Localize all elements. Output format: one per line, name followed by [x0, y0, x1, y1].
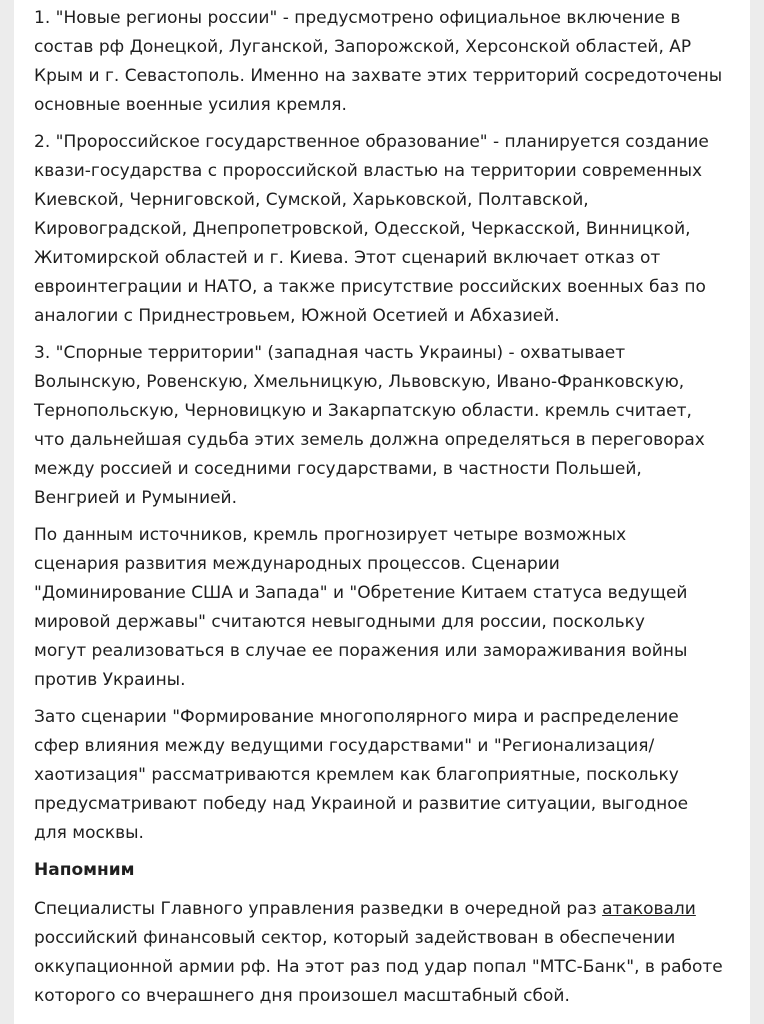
reminder-paragraph — [34, 895, 734, 1011]
paragraph-pro-russian-entity: 2. "Пророссийское государственное образование" - планируется создание квази-государства с пророссийской властью на территории современных Киевской, Черниговской, Сумской, Харьковской, Полтавской, Кировоградской, Днепропетровской, Одесской, Черкасской, Винницкой, Житомирской областей и г. Киева. Этот сценарий включает отказ от евроинтеграции и НАТО, а также присутствие российских военных баз по аналогии с Приднестровьем, Южной Осетией и Абхазией. — [34, 132, 709, 326]
paragraph-four-scenarios: По данным источников, кремль прогнозирует четыре возможных сценария развития международных процессов. Сценарии "Доминирование США и Запада" и "Обретение Китаем статуса ведущей мировой державы" считаются невыгодными для россии, поскольку могут реализоваться в случае ее поражения или замораживания войны против Украины. — [34, 525, 688, 690]
reminder-heading: Напомним — [34, 860, 135, 880]
left-page-margin — [0, 0, 14, 1024]
paragraph-favorable-scenarios: Зато сценарии "Формирование многополярного мира и распределение сфер влияния между ведущими государствами" и "Регионализация/ хаотизация" рассматриваются кремлем как благоприятные, поскольку предусматривают победу над Украиной и развитие ситуации, выгодное для москвы. — [34, 707, 689, 843]
paragraph-new-regions: 1. "Новые регионы россии" - предусмотрено официальное включение в состав рф Донецкой, Луганской, Запорожской, Херсонской областей, АР Крым и г. Севастополь. Именно на захвате этих территорий сосредоточены основные военные усилия кремля. — [34, 8, 723, 115]
paragraph-disputed-territories: 3. "Спорные территории" (западная часть Украины) - охватывает Волынскую, Ровенскую, Хмельницкую, Львовскую, Ивано-Франковскую, Тернопольскую, Черновицкую и Закарпатскую области. кремль считает, что дальнейшая судьба этих земель должна определяться в переговорах между россией и соседними государствами, в частности Польшей, Венгрией и Румынией. — [34, 343, 705, 508]
reminder-text-before-link: Специалисты Главного управления разведки в очередной раз — [34, 899, 603, 919]
attacked-link[interactable]: атаковали — [602, 899, 696, 919]
right-page-margin — [750, 0, 764, 1024]
article-body — [34, 4, 734, 1019]
reminder-text-after-link: российский финансовый сектор, который задействован в обеспечении оккупационной армии рф. На этот раз под удар попал "МТС-Банк", в работе которого со вчерашнего дня произошел масштабный сбой. — [34, 928, 723, 1006]
